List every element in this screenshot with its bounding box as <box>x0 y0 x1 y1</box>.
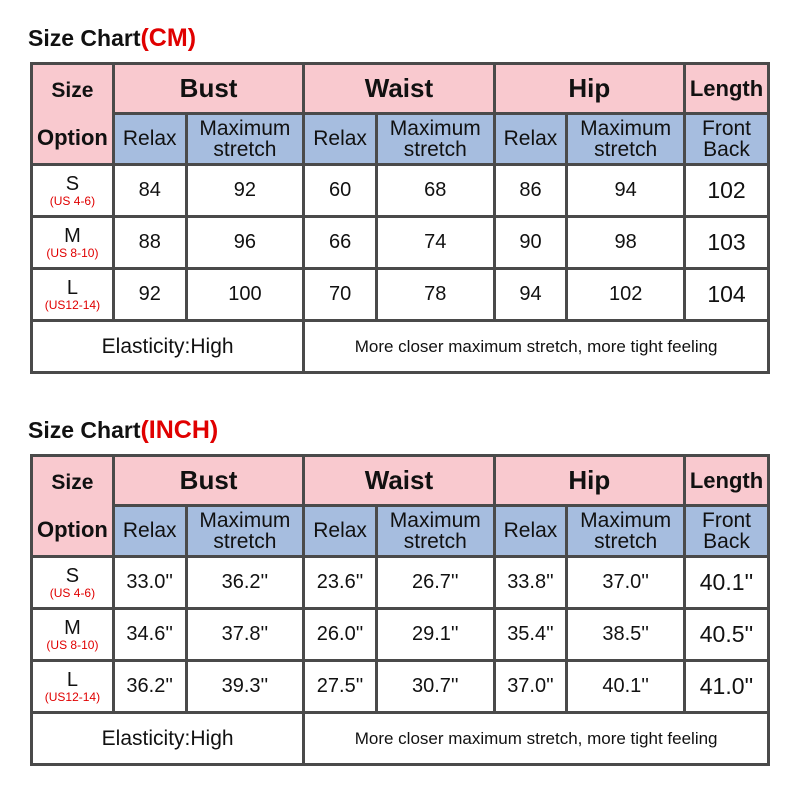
front-back-header: Front Back <box>686 115 767 163</box>
hip-max-header: Maximum stretch <box>568 115 683 163</box>
chart-unit-label: (CM) <box>140 24 197 52</box>
bust-max-value: 37.8'' <box>188 610 303 659</box>
size-cell: S (US 4-6) <box>33 166 112 215</box>
option-header-label: Option <box>37 517 108 542</box>
bust-relax-value: 84 <box>115 166 185 215</box>
waist-relax-header: Relax <box>305 507 375 555</box>
table-row <box>33 558 767 607</box>
bust-header: Bust <box>115 457 302 504</box>
table-row <box>33 218 767 267</box>
waist-max-value: 29.1'' <box>378 610 493 659</box>
waist-max-value: 78 <box>378 270 493 319</box>
front-back-header: Front Back <box>686 507 767 555</box>
waist-max-header: Maximum stretch <box>378 115 493 163</box>
length-value: 104 <box>686 270 767 319</box>
hip-relax-value: 94 <box>496 270 566 319</box>
size-cell: L (US12-14) <box>33 270 112 319</box>
hip-relax-value: 90 <box>496 218 566 267</box>
waist-relax-header: Relax <box>305 115 375 163</box>
waist-relax-value: 60 <box>305 166 375 215</box>
bust-relax-value: 88 <box>115 218 185 267</box>
size-option-header <box>33 457 112 555</box>
bust-relax-value: 36.2'' <box>115 662 185 711</box>
hip-max-value: 37.0'' <box>568 558 683 607</box>
size-cell: M (US 8-10) <box>33 610 112 659</box>
waist-max-value: 26.7'' <box>378 558 493 607</box>
option-header-label: Option <box>37 125 108 150</box>
size-cell: S (US 4-6) <box>33 558 112 607</box>
hip-relax-value: 86 <box>496 166 566 215</box>
chart-title-text: Size Chart <box>28 417 141 443</box>
size-cell: L (US12-14) <box>33 662 112 711</box>
size-table-cm <box>30 62 770 374</box>
waist-max-header: Maximum stretch <box>378 507 493 555</box>
waist-relax-value: 23.6'' <box>305 558 375 607</box>
chart-unit-label: (INCH) <box>140 416 219 444</box>
waist-relax-value: 27.5'' <box>305 662 375 711</box>
chart-title-text: Size Chart <box>28 25 141 51</box>
waist-relax-value: 26.0'' <box>305 610 375 659</box>
hip-relax-value: 37.0'' <box>496 662 566 711</box>
length-value: 102 <box>686 166 767 215</box>
length-value: 40.1'' <box>686 558 767 607</box>
bust-relax-value: 92 <box>115 270 185 319</box>
hip-max-value: 98 <box>568 218 683 267</box>
bust-max-value: 100 <box>188 270 303 319</box>
hip-relax-header: Relax <box>496 507 566 555</box>
chart-title-inch <box>28 418 218 443</box>
length-header: Length <box>686 457 767 504</box>
waist-relax-value: 70 <box>305 270 375 319</box>
size-option-header <box>33 65 112 163</box>
stretch-note: More closer maximum stretch, more tight feeling <box>305 714 767 763</box>
chart-title-cm <box>28 26 196 51</box>
bust-max-value: 36.2'' <box>188 558 303 607</box>
bust-max-value: 92 <box>188 166 303 215</box>
table-row <box>33 166 767 215</box>
bust-header: Bust <box>115 65 302 112</box>
bust-max-header: Maximum stretch <box>188 507 303 555</box>
hip-relax-header: Relax <box>496 115 566 163</box>
length-value: 103 <box>686 218 767 267</box>
waist-max-value: 68 <box>378 166 493 215</box>
bust-relax-header: Relax <box>115 507 185 555</box>
waist-header: Waist <box>305 65 492 112</box>
bust-max-value: 39.3'' <box>188 662 303 711</box>
table-row <box>33 662 767 711</box>
hip-max-value: 40.1'' <box>568 662 683 711</box>
waist-header: Waist <box>305 457 492 504</box>
bust-relax-value: 34.6'' <box>115 610 185 659</box>
length-header: Length <box>686 65 767 112</box>
hip-header: Hip <box>496 65 683 112</box>
size-cell: M (US 8-10) <box>33 218 112 267</box>
hip-max-value: 38.5'' <box>568 610 683 659</box>
bust-max-header: Maximum stretch <box>188 115 303 163</box>
bust-relax-value: 33.0'' <box>115 558 185 607</box>
hip-max-value: 102 <box>568 270 683 319</box>
bust-relax-header: Relax <box>115 115 185 163</box>
length-value: 40.5'' <box>686 610 767 659</box>
size-table-inch <box>30 454 770 766</box>
size-header-label: Size <box>51 471 94 494</box>
hip-max-header: Maximum stretch <box>568 507 683 555</box>
stretch-note: More closer maximum stretch, more tight feeling <box>305 322 767 371</box>
waist-max-value: 30.7'' <box>378 662 493 711</box>
hip-relax-value: 33.8'' <box>496 558 566 607</box>
waist-max-value: 74 <box>378 218 493 267</box>
bust-max-value: 96 <box>188 218 303 267</box>
waist-relax-value: 66 <box>305 218 375 267</box>
table-row <box>33 270 767 319</box>
hip-max-value: 94 <box>568 166 683 215</box>
length-value: 41.0'' <box>686 662 767 711</box>
elasticity-label: Elasticity:High <box>33 322 302 371</box>
table-row <box>33 610 767 659</box>
hip-header: Hip <box>496 457 683 504</box>
hip-relax-value: 35.4'' <box>496 610 566 659</box>
elasticity-label: Elasticity:High <box>33 714 302 763</box>
size-header-label: Size <box>51 79 94 102</box>
